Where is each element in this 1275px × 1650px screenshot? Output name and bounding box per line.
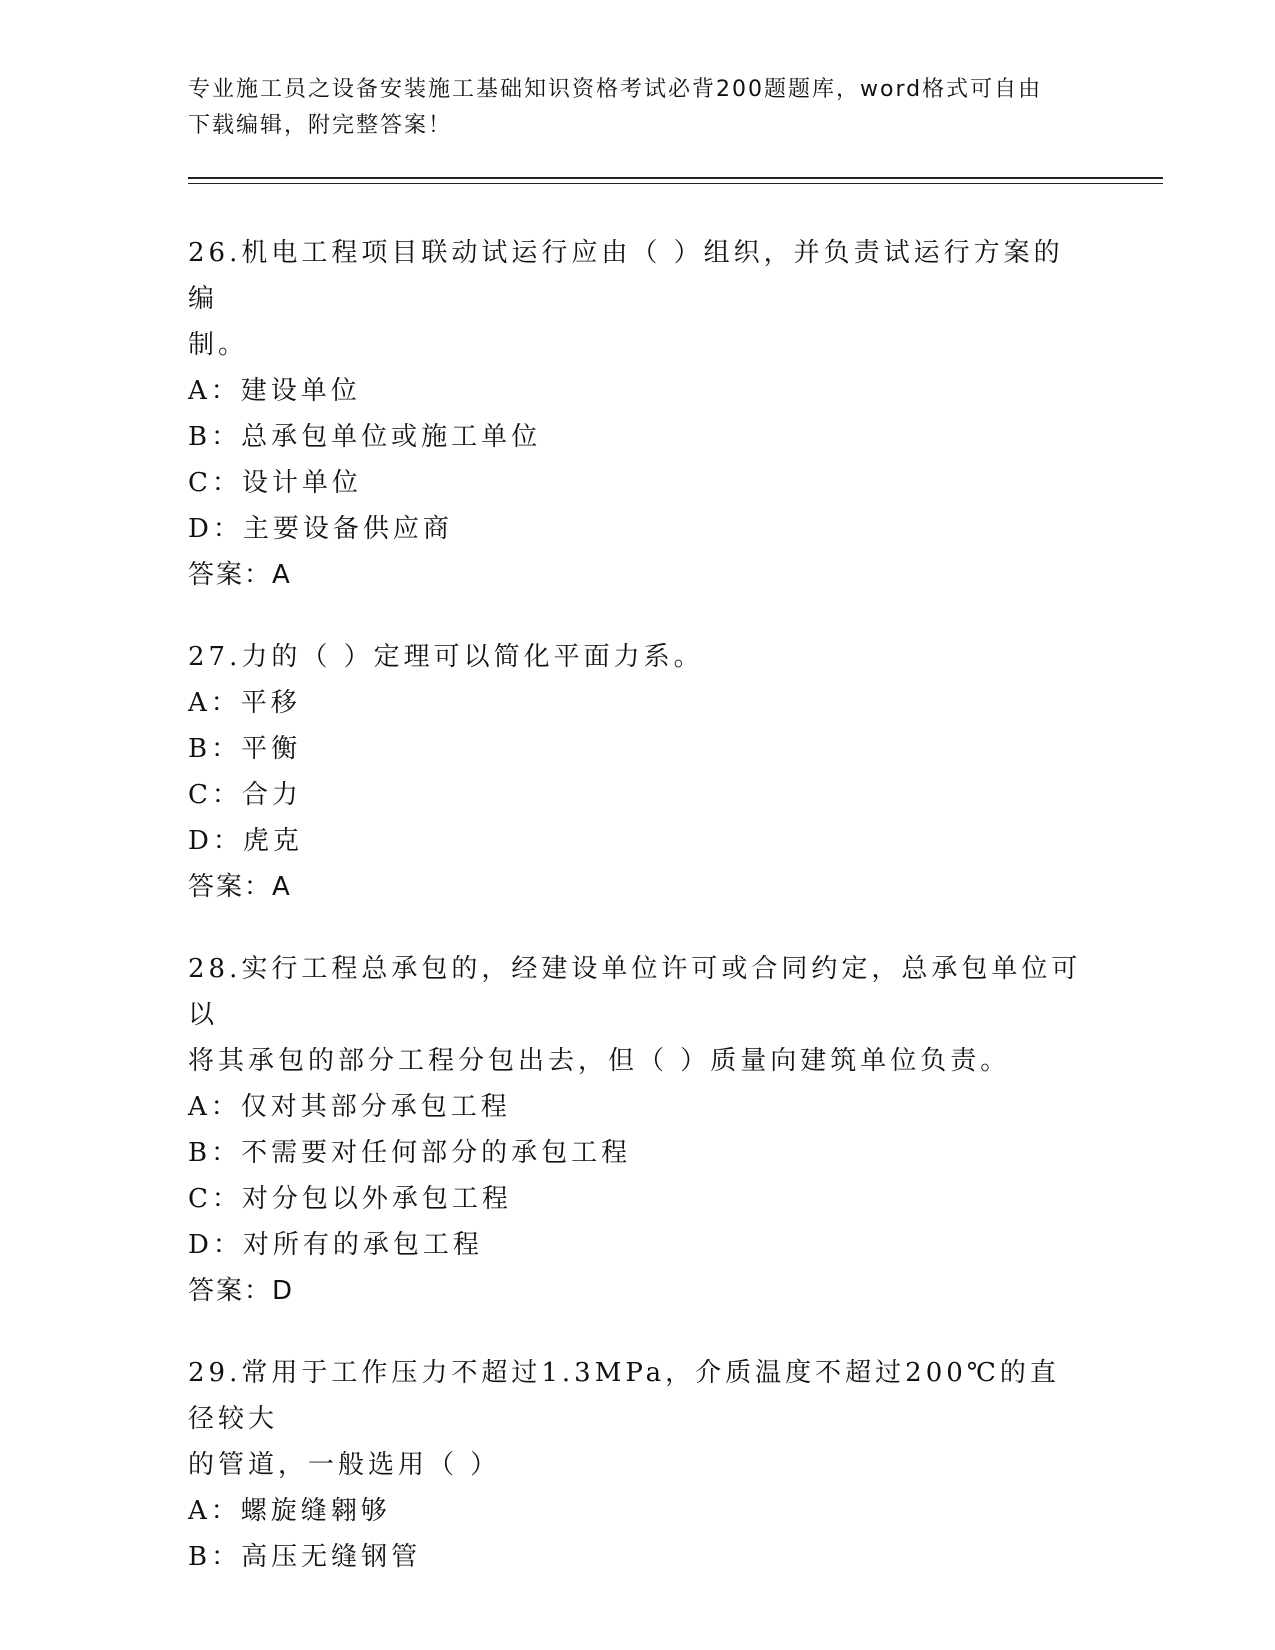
option-d: D：虎克 [188, 826, 303, 856]
header-divider-thin [188, 183, 1163, 184]
answer-line: 答案：A [188, 560, 292, 590]
answer-line: 答案：D [188, 1276, 295, 1306]
question-stem-line: 27.力的（ ）定理可以简化平面力系。 [188, 642, 704, 672]
option-d: D：主要设备供应商 [188, 514, 453, 544]
header-title-line-1: 专业施工员之设备安装施工基础知识资格考试必背200题题库，word格式可自由 [188, 77, 1043, 102]
question-26 [188, 230, 1088, 598]
option-c: C：对分包以外承包工程 [188, 1184, 512, 1214]
document-header [188, 72, 1088, 144]
option-a: A：仅对其部分承包工程 [188, 1092, 511, 1122]
option-a: A：建设单位 [188, 376, 361, 406]
option-c: C：设计单位 [188, 468, 362, 498]
option-a: A：平移 [188, 688, 301, 718]
option-b: B：高压无缝钢管 [188, 1542, 422, 1572]
option-c: C：合力 [188, 780, 302, 810]
question-stem-line: 制。 [188, 330, 249, 360]
question-29 [188, 1350, 1088, 1580]
answer-line: 答案：A [188, 872, 292, 902]
question-28 [188, 946, 1088, 1314]
question-27 [188, 634, 1088, 910]
question-stem-line: 29.常用于工作压力不超过1.3MPa，介质温度不超过200℃的直径较大 [188, 1358, 1060, 1434]
option-d: D：对所有的承包工程 [188, 1230, 483, 1260]
header-title-line-2: 下载编辑，附完整答案！ [188, 113, 453, 138]
question-stem-line: 28.实行工程总承包的，经建设单位许可或合同约定，总承包单位可以 [188, 954, 1082, 1030]
option-b: B：总承包单位或施工单位 [188, 422, 542, 452]
question-list [188, 230, 1088, 1616]
option-b: B：平衡 [188, 734, 302, 764]
option-b: B：不需要对任何部分的承包工程 [188, 1138, 632, 1168]
question-stem-line: 将其承包的部分工程分包出去，但（ ）质量向建筑单位负责。 [188, 1046, 1011, 1076]
option-a: A：螺旋缝翱够 [188, 1496, 391, 1526]
header-divider-thick [188, 177, 1163, 179]
question-stem-line: 26.机电工程项目联动试运行应由（ ）组织，并负责试运行方案的编 [188, 238, 1064, 314]
question-stem-line: 的管道，一般选用（ ） [188, 1450, 501, 1480]
